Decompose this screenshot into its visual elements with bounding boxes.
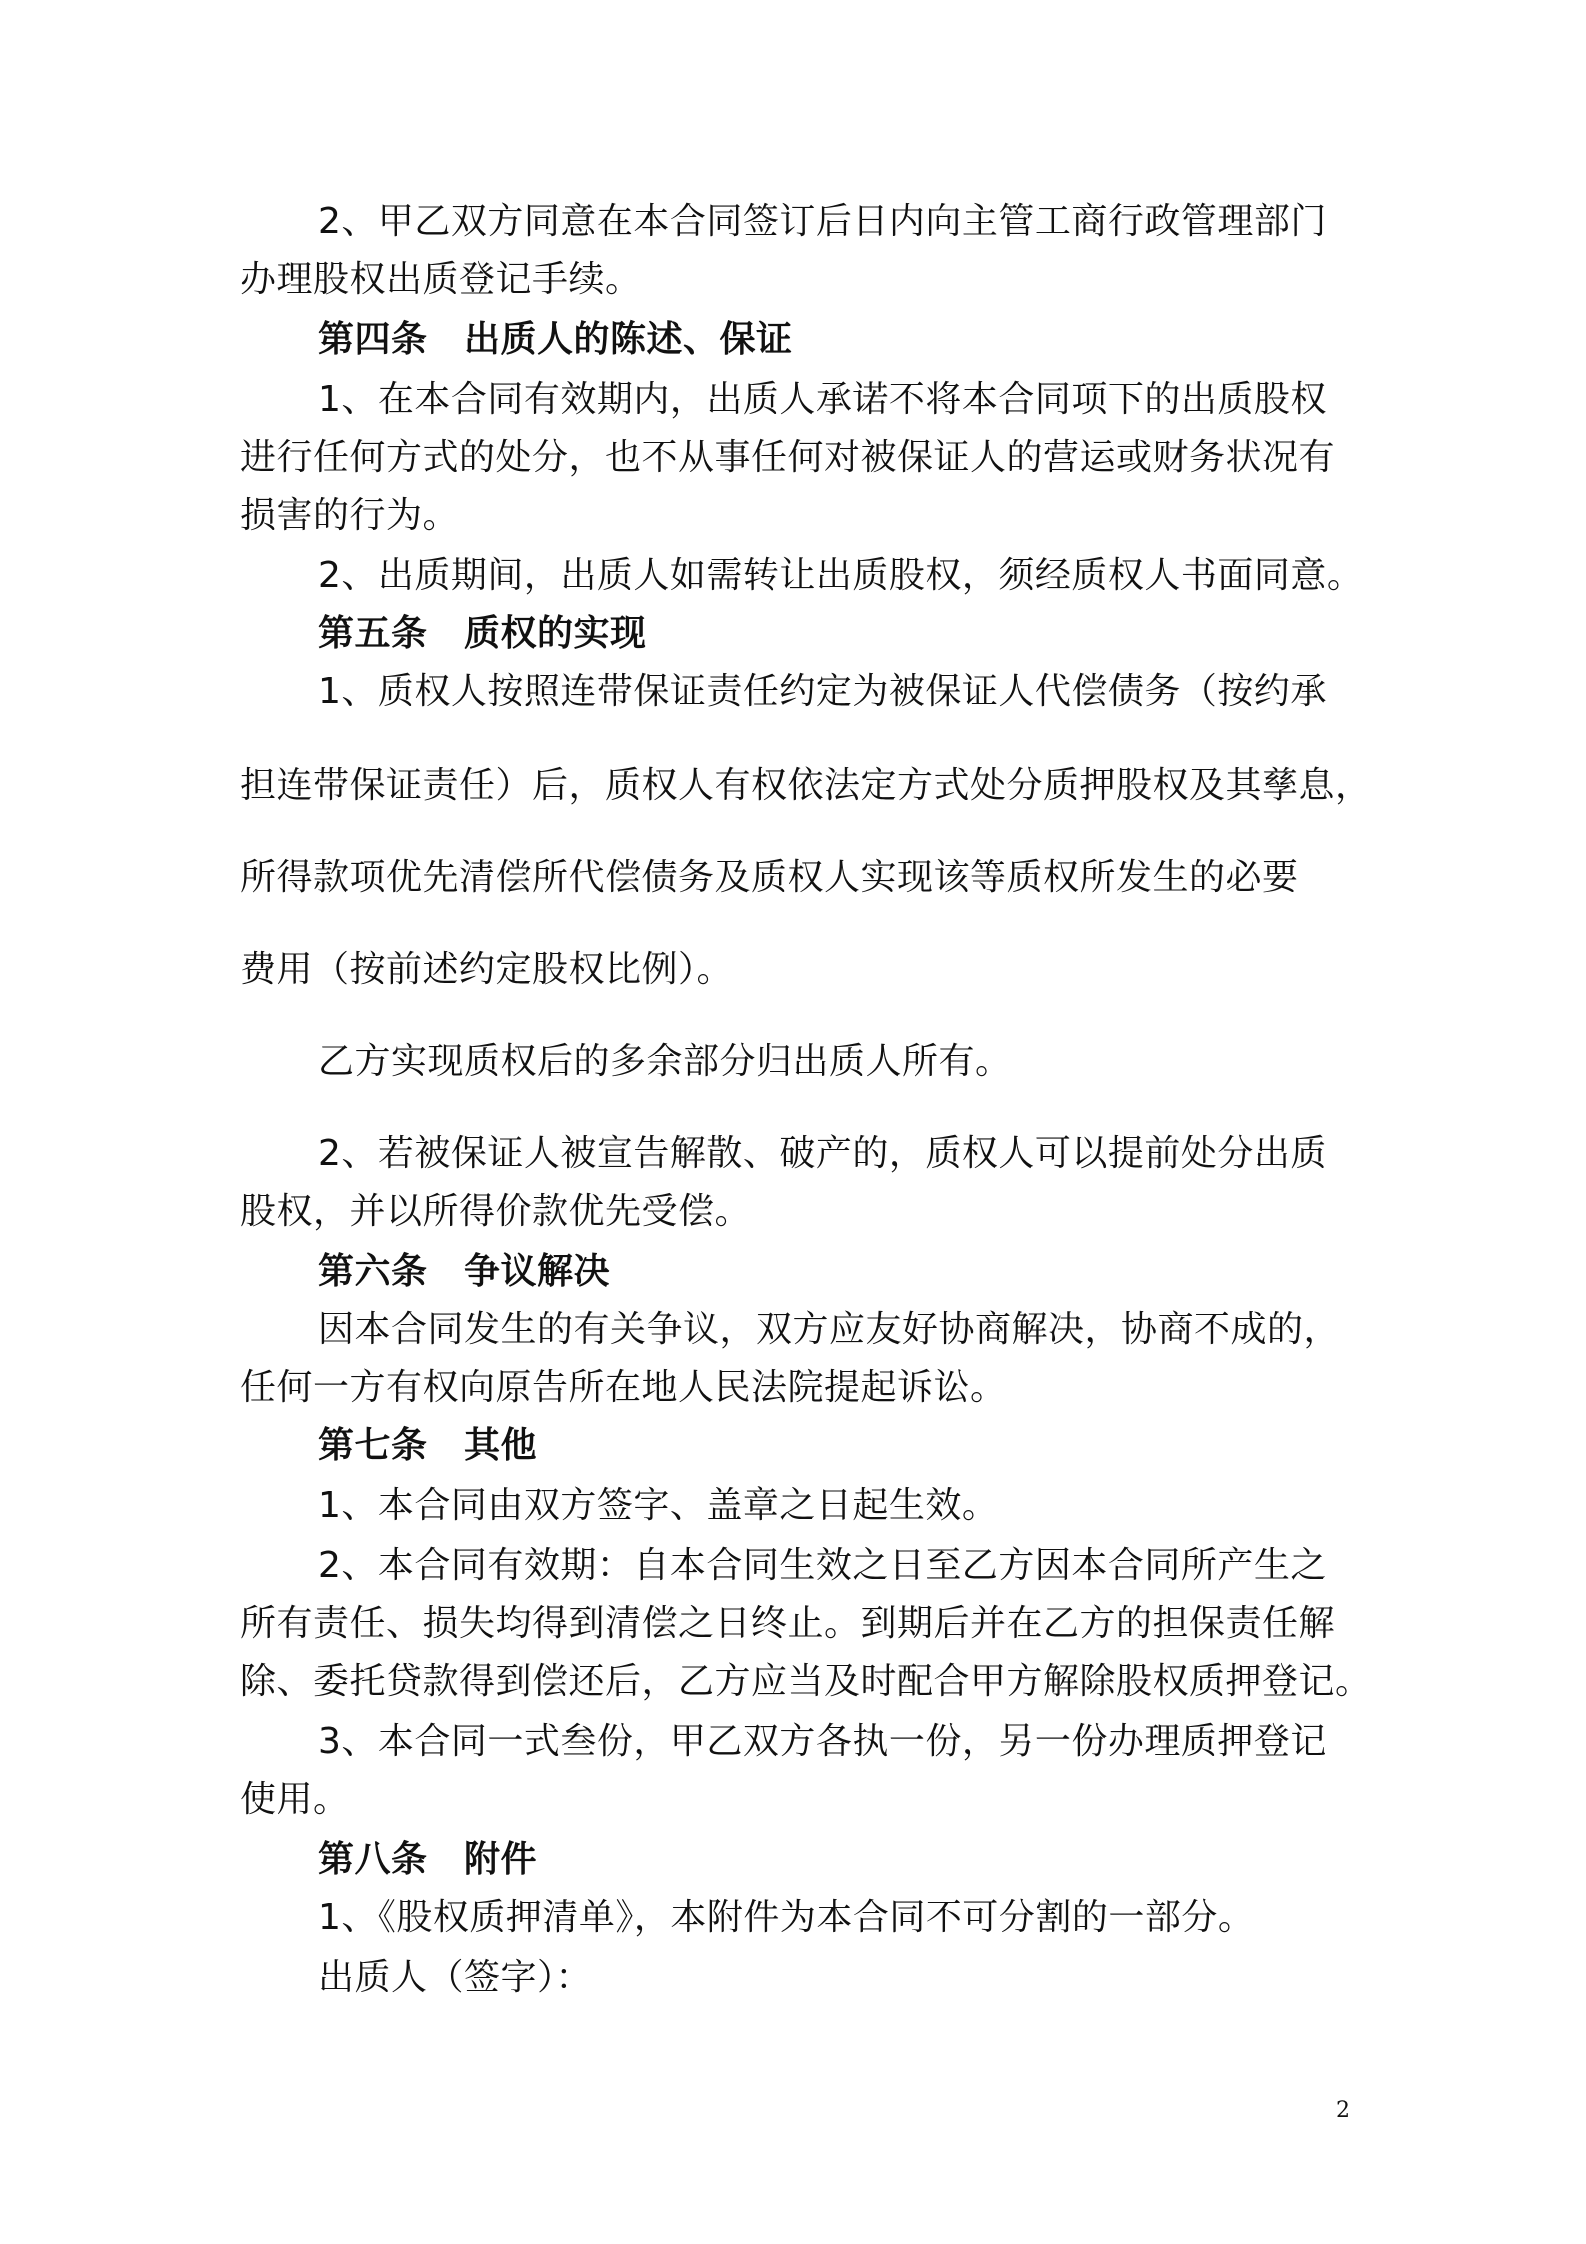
para-line-6: 损害的行为。 [240,495,460,536]
para-line-17: 因本合同发生的有关争议，双方应友好协商解决，协商不成的， [318,1309,1341,1350]
para-line-15: 股权，并以所得价款优先受偿。 [240,1191,752,1232]
section-heading-8: 第八条 附件 [318,1839,538,1880]
para-line-27: 1、《股权质押清单》，本附件为本合同不可分割的一部分。 [318,1897,1255,1938]
para-line-4: 1、在本合同有效期内，出质人承诺不将本合同项下的出质股权 [318,379,1327,420]
para-line-23: 除、委托贷款得到偿还后，乙方应当及时配合甲方解除股权质押登记。 [240,1661,1372,1702]
para-line-11: 所得款项优先清偿所代偿债务及质权人实现该等质权所发生的必要 [240,857,1299,898]
para-line-12: 费用（按前述约定股权比例）。 [240,949,734,990]
para-line-18: 任何一方有权向原告所在地人民法院提起诉讼。 [240,1367,1007,1408]
para-line-25: 使用。 [240,1779,350,1820]
signature-label: 出质人（签字）： [318,1957,593,1998]
para-line-13: 乙方实现质权后的多余部分归出质人所有。 [318,1041,1012,1082]
para-line-5: 进行任何方式的处分，也不从事任何对被保证人的营运或财务状况有 [240,437,1336,478]
para-line-21: 2、本合同有效期：自本合同生效之日至乙方因本合同所产生之 [318,1545,1327,1586]
section-heading-5: 第五条 质权的实现 [318,613,647,654]
para-line-14: 2、若被保证人被宣告解散、破产的，质权人可以提前处分出质 [318,1133,1327,1174]
page-number: 2 [1336,2098,1350,2123]
para-line-7: 2、出质期间，出质人如需转让出质股权，须经质权人书面同意。 [318,555,1364,596]
para-line-9: 1、质权人按照连带保证责任约定为被保证人代偿债务（按约承 [318,671,1327,712]
para-line-1: 2、甲乙双方同意在本合同签订后日内向主管工商行政管理部门 [318,201,1327,242]
section-heading-7: 第七条 其他 [318,1425,538,1466]
para-line-20: 1、本合同由双方签字、盖章之日起生效。 [318,1485,999,1526]
para-line-24: 3、本合同一式叁份，甲乙双方各执一份，另一份办理质押登记 [318,1721,1327,1762]
para-line-2: 办理股权出质登记手续。 [240,259,642,300]
para-line-22: 所有责任、损失均得到清偿之日终止。到期后并在乙方的担保责任解 [240,1603,1336,1644]
section-heading-6: 第六条 争议解决 [318,1251,611,1292]
para-line-10: 担连带保证责任）后，质权人有权依法定方式处分质押股权及其孳息， [240,765,1372,806]
section-heading-4: 第四条 出质人的陈述、保证 [318,319,793,360]
